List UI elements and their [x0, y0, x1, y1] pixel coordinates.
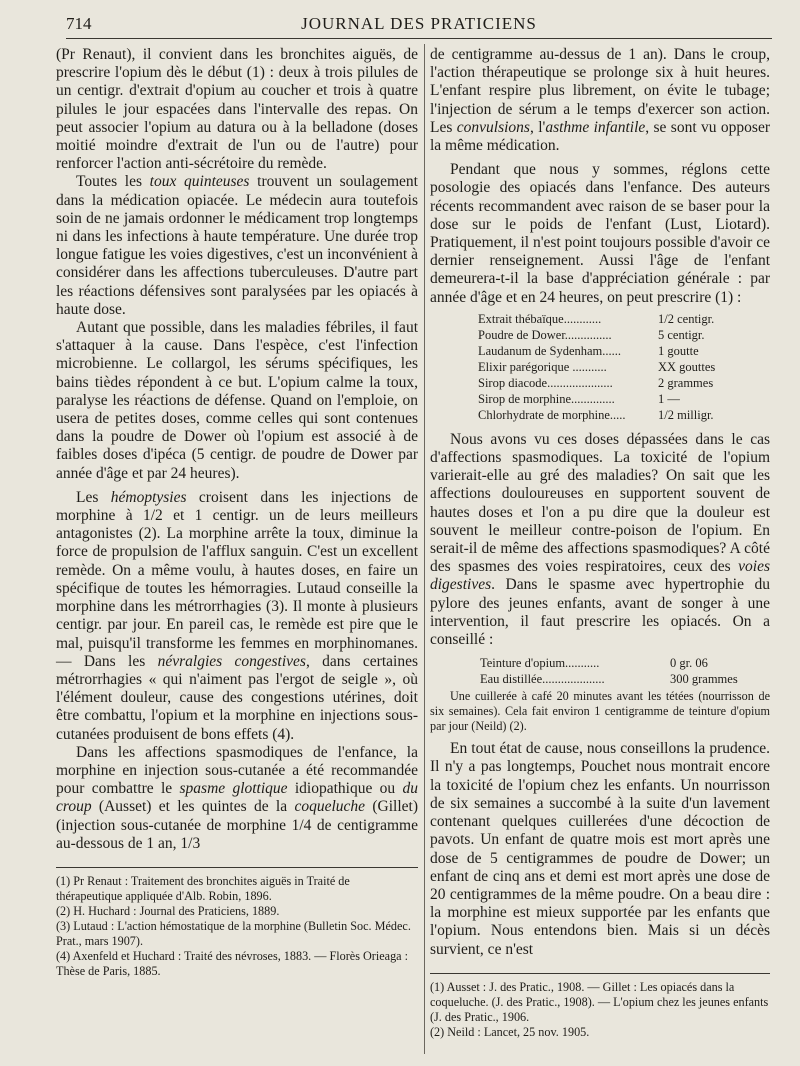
paragraph: En tout état de cause, nous conseillons la prudence. Il n'y a pas longtemps, Pouchet nous montrait encore la toxicité de l'opium chez les enfants. Un nourrisson de six semaines a succombé à la suite d'un lavement contenant quelques cuillerées d'une décoction de pavots. Un enfant de quatre mois est mort après une dose de 5 centigrammes de poudre de Dower; un enfant de cinq ans et demi est mort après une dose de 20 centigrammes de la même poudre. On a beau dire : la morphine est mieux supportée par les enfants que l'opium. Nous entendons bien. Mais si un décès survient, ce n'est	[430, 740, 770, 958]
footnote-separator	[56, 867, 418, 868]
left-column	[56, 46, 418, 979]
footnote: (4) Axenfeld et Huchard : Traité des névroses, 1883. — Florès Orieaga : Thèse de Paris, 1885.	[56, 948, 409, 978]
paragraph: (Pr Renaut), il convient dans les bronchites aiguës, de prescrire l'opium dès le début (1) : deux à trois pilules de un centigr. d'extrait d'opium au coucher et trois à quatre pilules le jour espacées dans l'intervalle des repas. On peut associer l'opium au datura ou à la belladone (doses moitié moindre d'extrait de l'un ou de l'autre) pour renforcer l'action anti-sécrétoire du remède.	[56, 46, 418, 173]
dosage-row: Laudanum de Sydenham...... 1 goutte	[478, 343, 699, 358]
dosage-table	[478, 311, 770, 423]
footnote: (2) Neild : Lancet, 25 nov. 1905.	[430, 1024, 590, 1039]
dosage-row: Sirop diacode..................... 2 grammes	[478, 375, 714, 390]
paragraph: Les hémoptysies croisent dans les injections de morphine à 1/2 et 1 centigr. un de leurs meilleurs antagonistes (2). La morphine arrête la toux, diminue la force de propulsion de l'afflux sanguin. C'est un excellent remède. On a même voulu, à hautes doses, en faire un spécifique de toutes les hémorragies. Lutaud conseille la morphine dans les métrorrhagies (3). Il monte à plusieurs centigr. par jour. En pareil cas, le remède est pire que le mal, puisqu'il transforme les femmes en morphinomanes. — Dans les névralgies congestives, dans certaines métrorrhagies « qui n'aiment pas l'ergot de seigle », où l'élément douleur, cause des congestions utérines, doit être combattu, l'opium et la morphine en injections sous-cutanées produisent de bons effets (4).	[56, 488, 418, 743]
dosage-row: Elixir parégorique ........... XX gouttes	[478, 359, 716, 374]
paragraph: de centigramme au-dessus de 1 an). Dans le croup, l'action thérapeutique se prolonge six à huit heures. L'enfant respire plus librement, on évite le tubage; l'injection de sérum a le temps d'exercer son action. Les convulsions, l'asthme infantile, se sont vu opposer la même médication.	[430, 46, 770, 155]
footnote: (3) Lutaud : L'action hémostatique de la morphine (Bulletin Soc. Médec. Prat., mars 1907).	[56, 918, 411, 948]
footnote-separator	[430, 973, 770, 974]
footnote: (1) Ausset : J. des Pratic., 1908. — Gillet : Les opiacés dans la coqueluche. (J. des Pratic., 1908). — L'opium chez les jeunes enfants (J. des Pratic., 1906.	[430, 979, 769, 1024]
paragraph: Dans les affections spasmodiques de l'enfance, la morphine en injection sous-cutanée a été recommandée pour combattre le spasme glottique idiopathique ou du croup (Ausset) et les quintes de la coqueluche (Gillet) (injection sous-cutanée de morphine 1/4 de centigramme au-dessous de 1 an, 1/3	[56, 743, 419, 852]
paragraph: Nous avons vu ces doses dépassées dans le cas d'affections spasmodiques. La toxicité de l'opium varierait-elle au gré des maladies? On sait que les affections douloureuses en supportent souvent de hautes doses et l'on a pu dire que la douleur est souvent le meilleur contre-poison de l'opium. En serait-il de même des affections spasmodiques? A côté des spasmes des voies respiratoires, ceux des voies digestives. Dans le spasme avec hypertrophie du pylore des jeunes enfants, avant de songer à une intervention, il faut prescrire les opiacés. On a conseillé :	[430, 430, 770, 649]
page-header	[66, 14, 772, 39]
running-head: JOURNAL DES PRATICIENS	[301, 14, 537, 33]
dosage-row: Sirop de morphine.............. 1 —	[478, 391, 680, 406]
paragraph: Autant que possible, dans les maladies fébriles, il faut s'attaquer à la cause. Dans l'espèce, c'est l'infection microbienne. Le collargol, les sérums spécifiques, les bains tièdes répondent à ce but. L'opium calme la toux, paralyse les réactions de défense. Quand on l'emploie, on usera de petites doses, comme celles qui sont contenues dans la poudre de Dower où l'opium est associé à de faibles doses d'ipéca (5 centigr. de poudre de Dower par année d'âge et par 24 heures).	[56, 319, 418, 482]
paragraph: Toutes les toux quinteuses trouvent un soulagement dans la médication opiacée. Le médecin aura toutefois soin de ne jamais ordonner le médicament trop longtemps ni dans les infections à haute température. Une durée trop longue fatigue les voies digestives, c'est un inconvénient à considérer dans les affections tuberculeuses. D'autre part les réactions défensives sont paralysées par les opiacés à haute dose.	[56, 173, 418, 318]
recipe-table	[480, 655, 770, 687]
column-divider	[424, 44, 425, 1054]
dosage-row: Chlorhydrate de morphine..... 1/2 milligr.	[478, 407, 714, 422]
page-number: 714	[66, 14, 92, 33]
recipe-row: Teinture d'opium........... 0 gr. 06	[480, 656, 708, 671]
footnote: (2) H. Huchard : Journal des Praticiens, 1889.	[56, 903, 280, 918]
right-column	[430, 46, 770, 1040]
recipe-note: Une cuillerée à café 20 minutes avant les tétées (nourrisson de six semaines). Cela fait environ 1 centigramme de teinture d'opium par jour (Neild) (2).	[430, 689, 770, 734]
footnote: (1) Pr Renaut : Traitement des bronchites aiguës in Traité de thérapeutique appliquée d'Alb. Robin, 1896.	[56, 873, 350, 903]
dosage-row: Extrait thébaïque............ 1/2 centigr.	[478, 311, 715, 326]
paragraph: Pendant que nous y sommes, réglons cette posologie des opiacés dans l'enfance. Des auteurs récents recommandent avec raison de se baser pour la dose sur le poids de l'enfant (Lust, Liotard). Pratiquement, il n'est point toujours possible d'avoir ce dernier renseignement. Aussi l'âge de l'enfant demeurera-t-il la base d'appréciation générale : par année d'âge et en 24 heures, on peut prescrire (1) :	[430, 161, 770, 306]
dosage-row: Poudre de Dower............... 5 centigr.	[478, 327, 705, 342]
recipe-row: Eau distillée.................... 300 grammes	[480, 672, 738, 687]
